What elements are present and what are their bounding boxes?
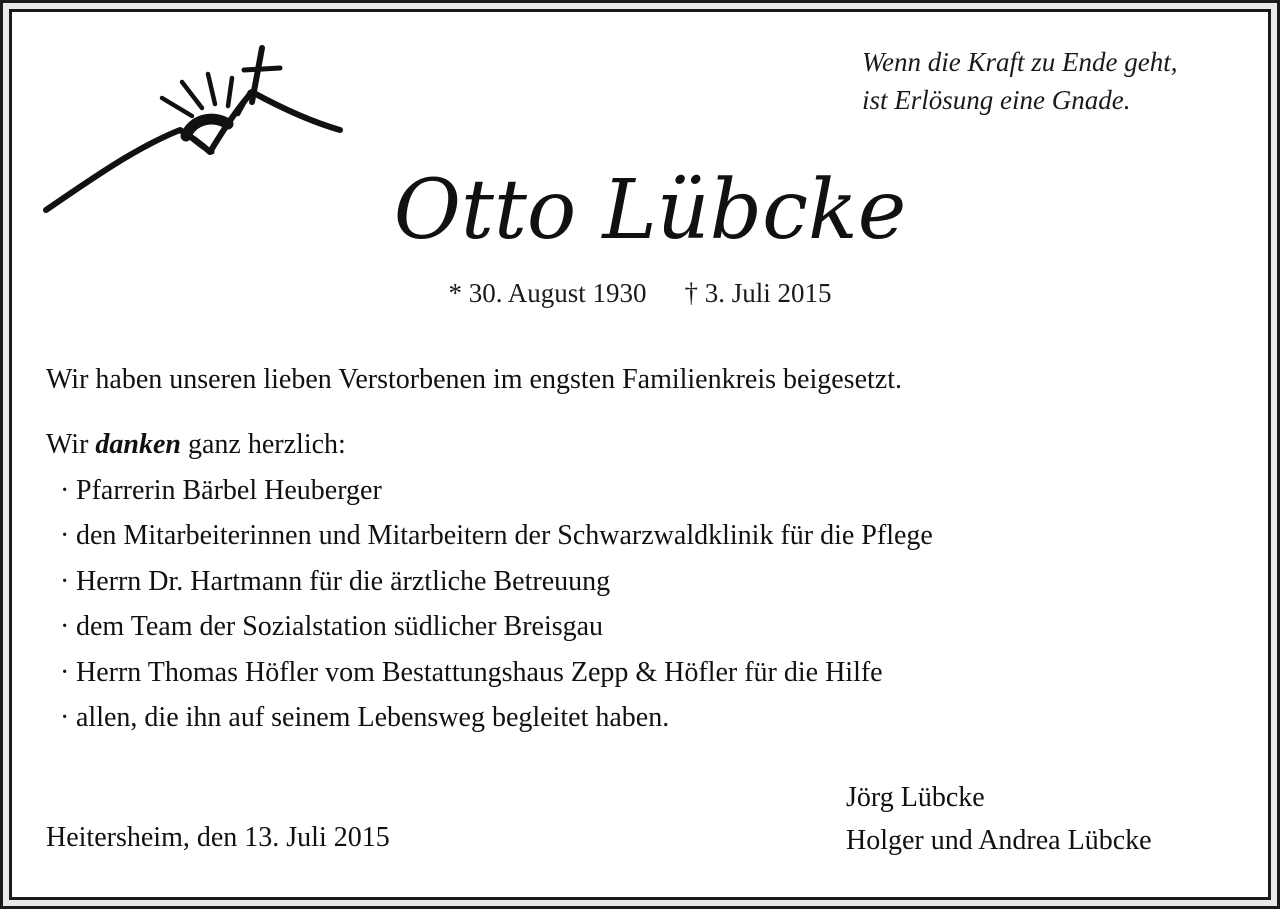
thanks-list-item bbox=[60, 695, 933, 741]
quote-line-1: Wenn die Kraft zu Ende geht, bbox=[862, 47, 1178, 77]
quote-line-2: ist Erlösung eine Gnade. bbox=[862, 85, 1131, 115]
thanks-emphasis: danken bbox=[95, 429, 181, 460]
deceased-name-block bbox=[370, 150, 930, 270]
bullet-dot: · bbox=[60, 565, 70, 597]
bullet-dot: · bbox=[60, 702, 70, 733]
thanks-item-text: Pfarrerin Bärbel Heuberger bbox=[76, 474, 382, 506]
place-and-date: Heitersheim, den 13. Juli 2015 bbox=[46, 822, 390, 853]
thanks-intro bbox=[46, 422, 933, 468]
epigraph-quote bbox=[862, 43, 1252, 119]
bullet-dot: · bbox=[60, 520, 70, 551]
mountain-sun-cross-icon bbox=[40, 40, 350, 220]
signer-name: Holger und Andrea Lübcke bbox=[846, 825, 1152, 856]
deceased-name: Otto Lübcke bbox=[393, 163, 907, 258]
bullet-dot: · bbox=[60, 611, 70, 642]
thanks-item-text: allen, die ihn auf seinem Lebensweg begleitet haben. bbox=[76, 702, 670, 733]
thanks-item-text: Herrn Thomas Höfler vom Bestattungshaus Zepp & Höfler für die Hilfe bbox=[76, 656, 883, 688]
bullet-dot: · bbox=[60, 656, 70, 688]
birth-date: * 30. August 1930 bbox=[448, 278, 647, 308]
thanks-item-text: Herrn Dr. Hartmann für die ärztliche Betreuung bbox=[76, 565, 611, 597]
thanks-intro-start: Wir bbox=[46, 429, 89, 460]
thanks-section bbox=[46, 422, 933, 741]
signer-name: Jörg Lübcke bbox=[846, 782, 985, 813]
death-date: † 3. Juli 2015 bbox=[684, 278, 832, 308]
thanks-list-item bbox=[60, 650, 933, 696]
thanks-intro-end: ganz herzlich: bbox=[188, 429, 346, 460]
thanks-list bbox=[46, 468, 933, 741]
thanks-list-item bbox=[60, 513, 933, 559]
thanks-item-text: den Mitarbeiterinnen und Mitarbeitern der Schwarzwaldklinik für die Pflege bbox=[76, 520, 933, 551]
thanks-item-text: dem Team der Sozialstation südlicher Breisgau bbox=[76, 611, 604, 642]
thanks-list-item bbox=[60, 468, 933, 514]
thanks-list-item bbox=[60, 604, 933, 650]
burial-statement: Wir haben unseren lieben Verstorbenen im engsten Familienkreis beigesetzt. bbox=[46, 364, 902, 395]
bullet-dot: · bbox=[60, 474, 70, 506]
life-dates bbox=[0, 278, 1280, 309]
thanks-list-item bbox=[60, 559, 933, 605]
signatories bbox=[846, 776, 1152, 862]
